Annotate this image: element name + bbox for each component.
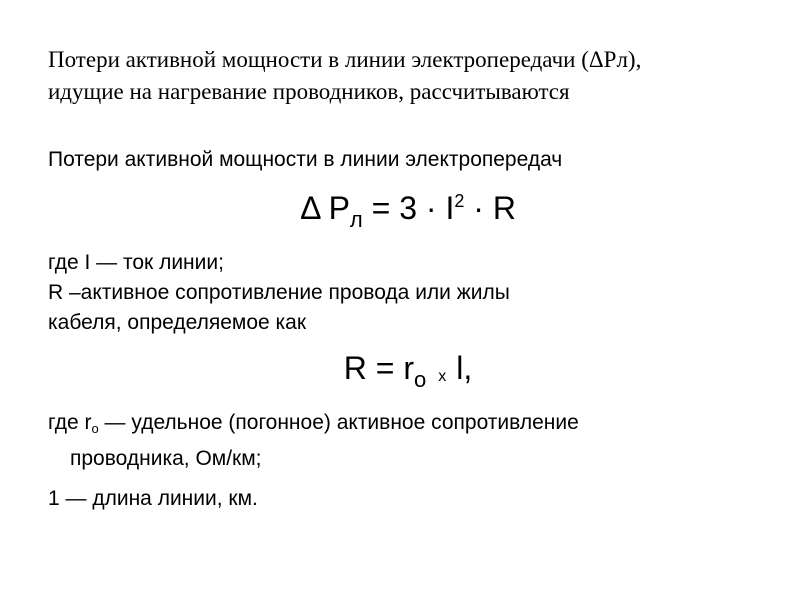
definition-specific-resistance [48, 408, 768, 444]
resistance-formula-rhs: l, [456, 350, 473, 386]
formula-p: Р [328, 190, 350, 226]
formula-p-subscript: л [349, 207, 363, 232]
specific-resistance-text: — удельное (погонное) активное сопротивление [98, 411, 579, 434]
definition-current: где I — ток линии; [48, 251, 224, 274]
multiply-symbol: х [438, 368, 447, 385]
title-line-2: идущие на нагревание проводников, рассчитываются [48, 79, 570, 104]
resistance-formula [48, 346, 768, 402]
slide-title [48, 44, 768, 108]
resistance-formula-lhs: R = r [343, 350, 414, 386]
definition-specific-resistance-line-2: проводника, Ом/км; [70, 447, 262, 470]
specific-resistance-subscript: о [91, 421, 99, 436]
delta-symbol: Δ [300, 190, 320, 226]
definition-length: 1 — длина линии, км. [48, 487, 258, 510]
formula-middle: = 3 · I [371, 190, 455, 226]
power-loss-formula [48, 179, 768, 242]
slide-body [48, 145, 768, 514]
title-line-1: Потери активной мощности в линии электропередачи (ΔРл), [48, 47, 642, 72]
formula-exponent: 2 [454, 191, 465, 211]
definition-resistance-line-2: кабеля, определяемое как [48, 311, 307, 334]
intro-text: Потери активной мощности в линии электропередач [48, 148, 563, 171]
specific-resistance-prefix: где r [48, 411, 92, 434]
formula-tail: · R [473, 190, 516, 226]
resistance-formula-subscript: о [413, 367, 427, 392]
definition-resistance-line-1: R –активное сопротивление провода или жилы [48, 281, 510, 304]
